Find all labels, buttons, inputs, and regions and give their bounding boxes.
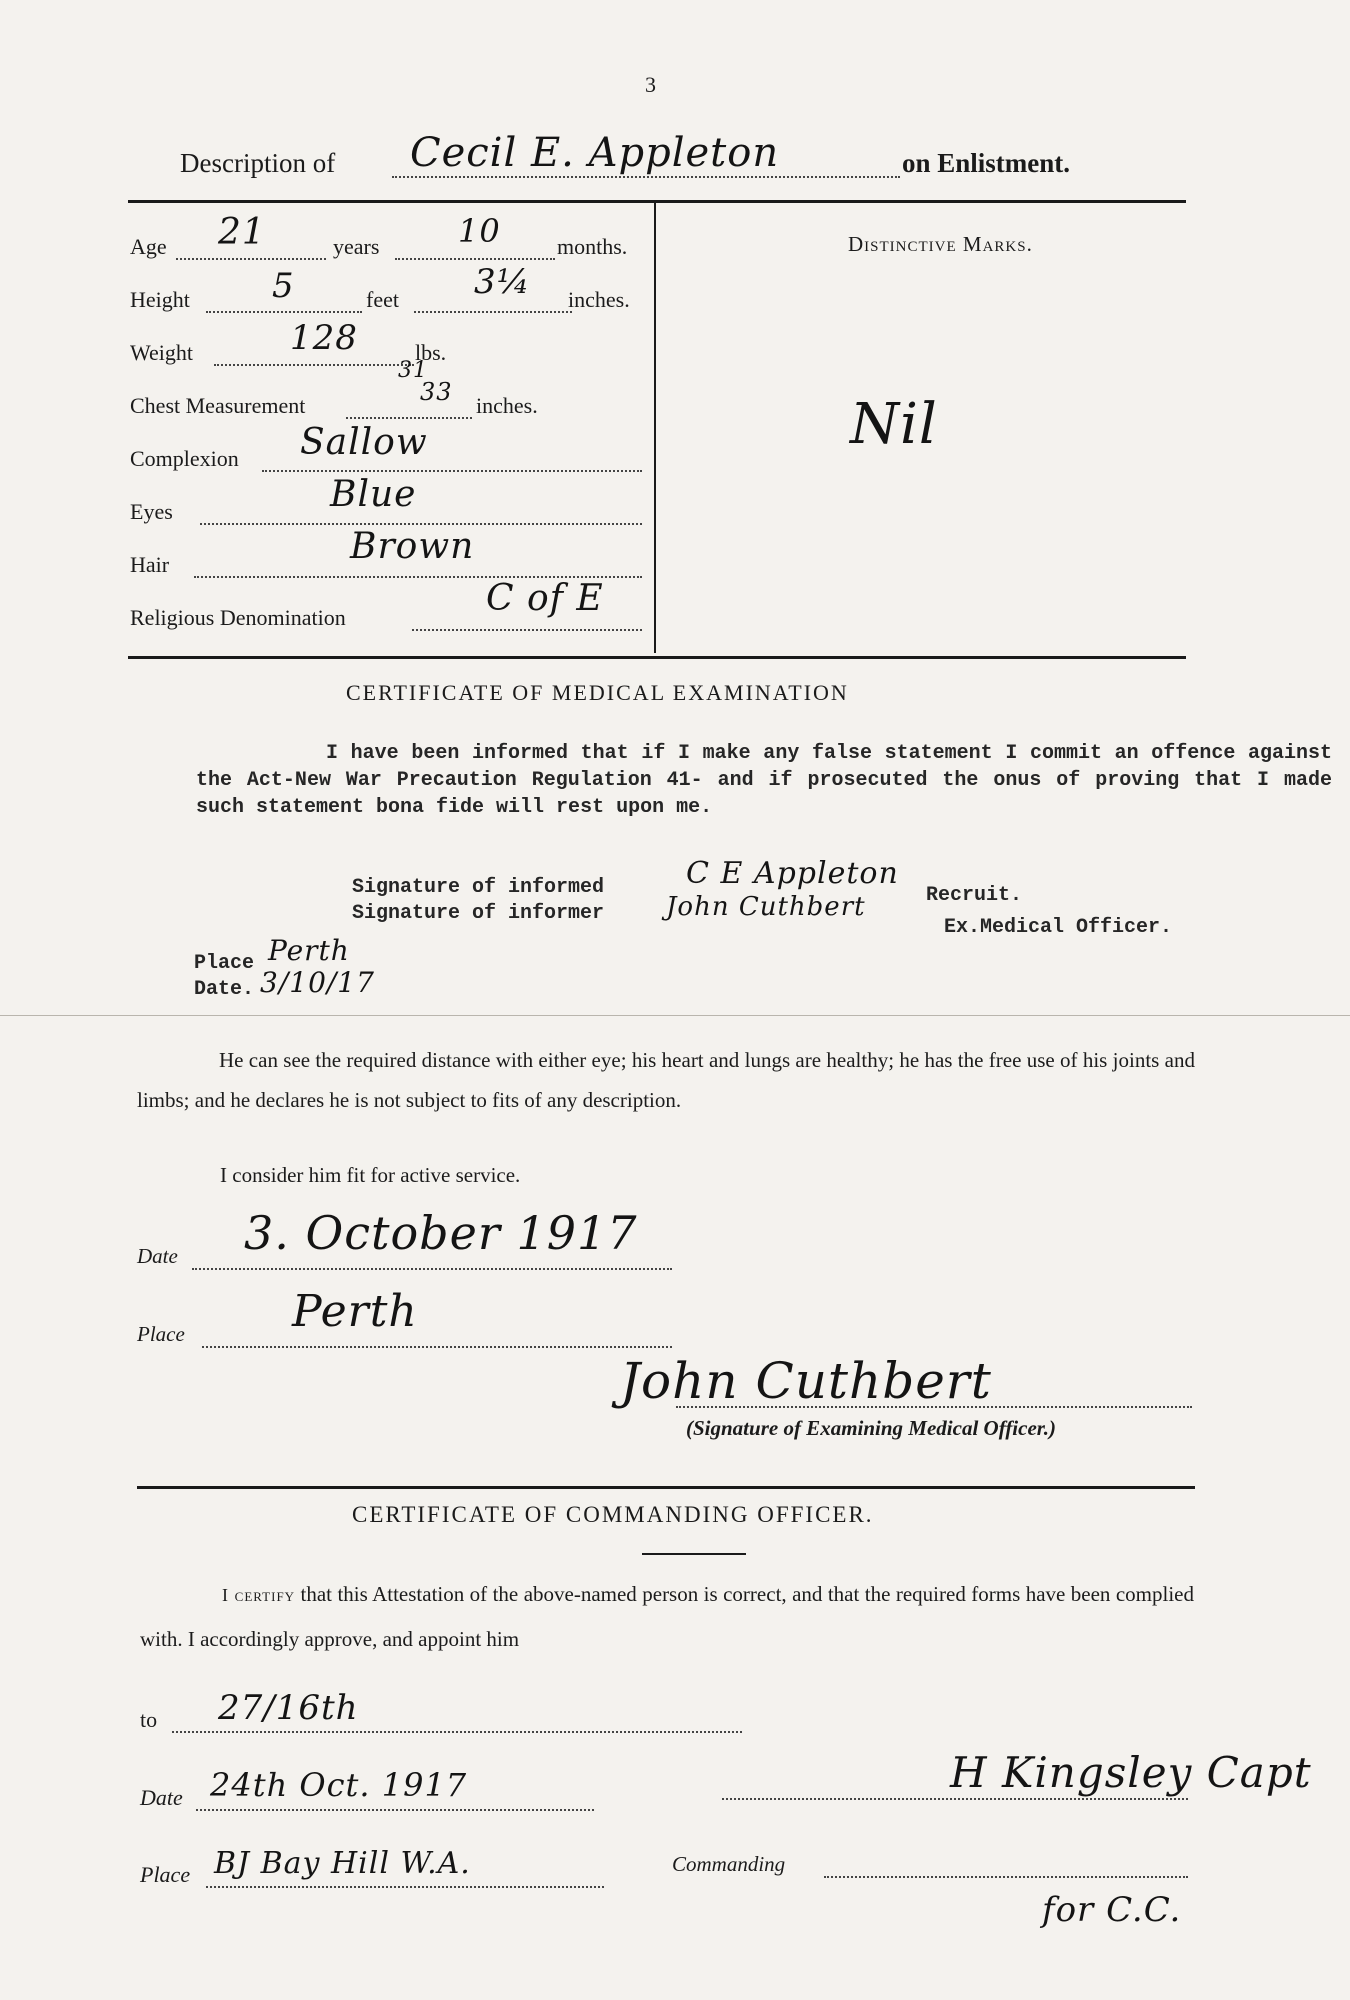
co-heading-dash bbox=[642, 1553, 746, 1555]
page-number: 3 bbox=[645, 72, 656, 97]
typed-place-value: Perth bbox=[268, 934, 350, 967]
complexion-value: Sallow bbox=[300, 422, 428, 463]
description-bottom-rule bbox=[128, 656, 1186, 659]
exam-place-label: Place bbox=[137, 1322, 185, 1346]
weight-value: 128 bbox=[290, 318, 358, 358]
exam-place-value: Perth bbox=[292, 1286, 418, 1337]
co-certificate-heading: CERTIFICATE OF COMMANDING OFFICER. bbox=[352, 1502, 874, 1527]
months-label: months. bbox=[557, 234, 628, 259]
religion-label: Religious Denomination bbox=[130, 605, 346, 630]
age-months-value: 10 bbox=[458, 212, 501, 250]
distinctive-marks-heading: Distinctive Marks. bbox=[848, 232, 1033, 256]
eyes-label: Eyes bbox=[130, 499, 173, 524]
chest-max-value: 33 bbox=[420, 378, 453, 406]
sig-informed-label: Signature of informed bbox=[352, 876, 605, 899]
distinctive-marks-value: Nil bbox=[850, 392, 938, 457]
hair-value: Brown bbox=[350, 526, 475, 567]
fitness-statement: He can see the required distance with either eye; his heart and lungs are healthy; he has the free use of his joints and limbs; and he declares he is not subject to fits of any description. bbox=[137, 1048, 1195, 1112]
height-label: Height bbox=[130, 287, 190, 312]
hair-label: Hair bbox=[130, 552, 170, 577]
for-co-signature: for C.C. bbox=[1042, 1890, 1182, 1930]
fit-for-service-statement: I consider him fit for active service. bbox=[220, 1163, 521, 1187]
false-statement-declaration: I have been informed that if I make any false statement I commit an offence against the Act-New War Precaution Regulation 41- and if prosecuted the onus of proving that I made such statement bona fide will rest upon me. bbox=[196, 742, 1332, 819]
eyes-value: Blue bbox=[330, 474, 417, 515]
chest-label: Chest Measurement bbox=[130, 393, 306, 418]
height-feet-value: 5 bbox=[272, 266, 295, 306]
co-place-label: Place bbox=[140, 1862, 191, 1887]
years-label: years bbox=[333, 234, 380, 259]
description-suffix: on Enlistment. bbox=[902, 148, 1071, 178]
lbs-label: lbs. bbox=[415, 340, 447, 365]
age-label: Age bbox=[130, 234, 167, 259]
co-date-label: Date bbox=[140, 1785, 183, 1810]
appoint-to-value: 27/16th bbox=[218, 1688, 359, 1728]
sig-informer-label: Signature of informer bbox=[352, 902, 605, 925]
medical-bottom-rule bbox=[137, 1486, 1195, 1489]
appoint-to-label: to bbox=[140, 1707, 158, 1732]
header-rule bbox=[128, 200, 1186, 203]
typed-date-value: 3/10/17 bbox=[260, 966, 375, 999]
chest-inches-label: inches. bbox=[476, 393, 538, 418]
co-date-value: 24th Oct. 1917 bbox=[210, 1766, 468, 1804]
medical-certificate-heading: CERTIFICATE OF MEDICAL EXAMINATION bbox=[346, 680, 849, 705]
weight-label: Weight bbox=[130, 340, 193, 365]
certify-word: I certify bbox=[222, 1585, 296, 1605]
exam-date-value: 3. October 1917 bbox=[244, 1206, 638, 1260]
informer-signature: John Cuthbert bbox=[666, 892, 866, 922]
description-prefix: Description of bbox=[180, 148, 336, 178]
typed-place-label: Place bbox=[194, 952, 255, 975]
description-divider bbox=[654, 203, 656, 653]
complexion-label: Complexion bbox=[130, 446, 239, 471]
co-certify-paragraph bbox=[140, 1572, 1194, 1661]
commanding-label: Commanding bbox=[672, 1852, 786, 1876]
recruit-name: Cecil E. Appleton bbox=[410, 130, 780, 176]
inches-label: inches. bbox=[568, 287, 630, 312]
height-inches-value: 3¼ bbox=[474, 262, 531, 302]
age-years-value: 21 bbox=[218, 212, 266, 253]
fold-line bbox=[0, 1015, 1350, 1016]
exam-date-label: Date bbox=[137, 1244, 178, 1268]
religion-value: C of E bbox=[486, 578, 604, 619]
co-place-value: BJ Bay Hill W.A. bbox=[214, 1846, 471, 1881]
typed-date-label: Date. bbox=[194, 978, 255, 1001]
chest-min-value: 31 bbox=[398, 358, 428, 383]
examiner-signature: John Cuthbert bbox=[620, 1352, 992, 1410]
informer-role: Ex.Medical Officer. bbox=[944, 916, 1173, 939]
recruit-signature: C E Appleton bbox=[686, 856, 899, 891]
recruit-role: Recruit. bbox=[926, 884, 1023, 907]
examiner-caption: (Signature of Examining Medical Officer.) bbox=[686, 1416, 1057, 1440]
certify-text: that this Attestation of the above-named person is correct, and that the required forms have been complied with. I accordingly approve, and appoint him bbox=[140, 1582, 1195, 1651]
feet-label: feet bbox=[366, 287, 399, 312]
co-signature: H Kingsley Capt bbox=[950, 1748, 1312, 1797]
